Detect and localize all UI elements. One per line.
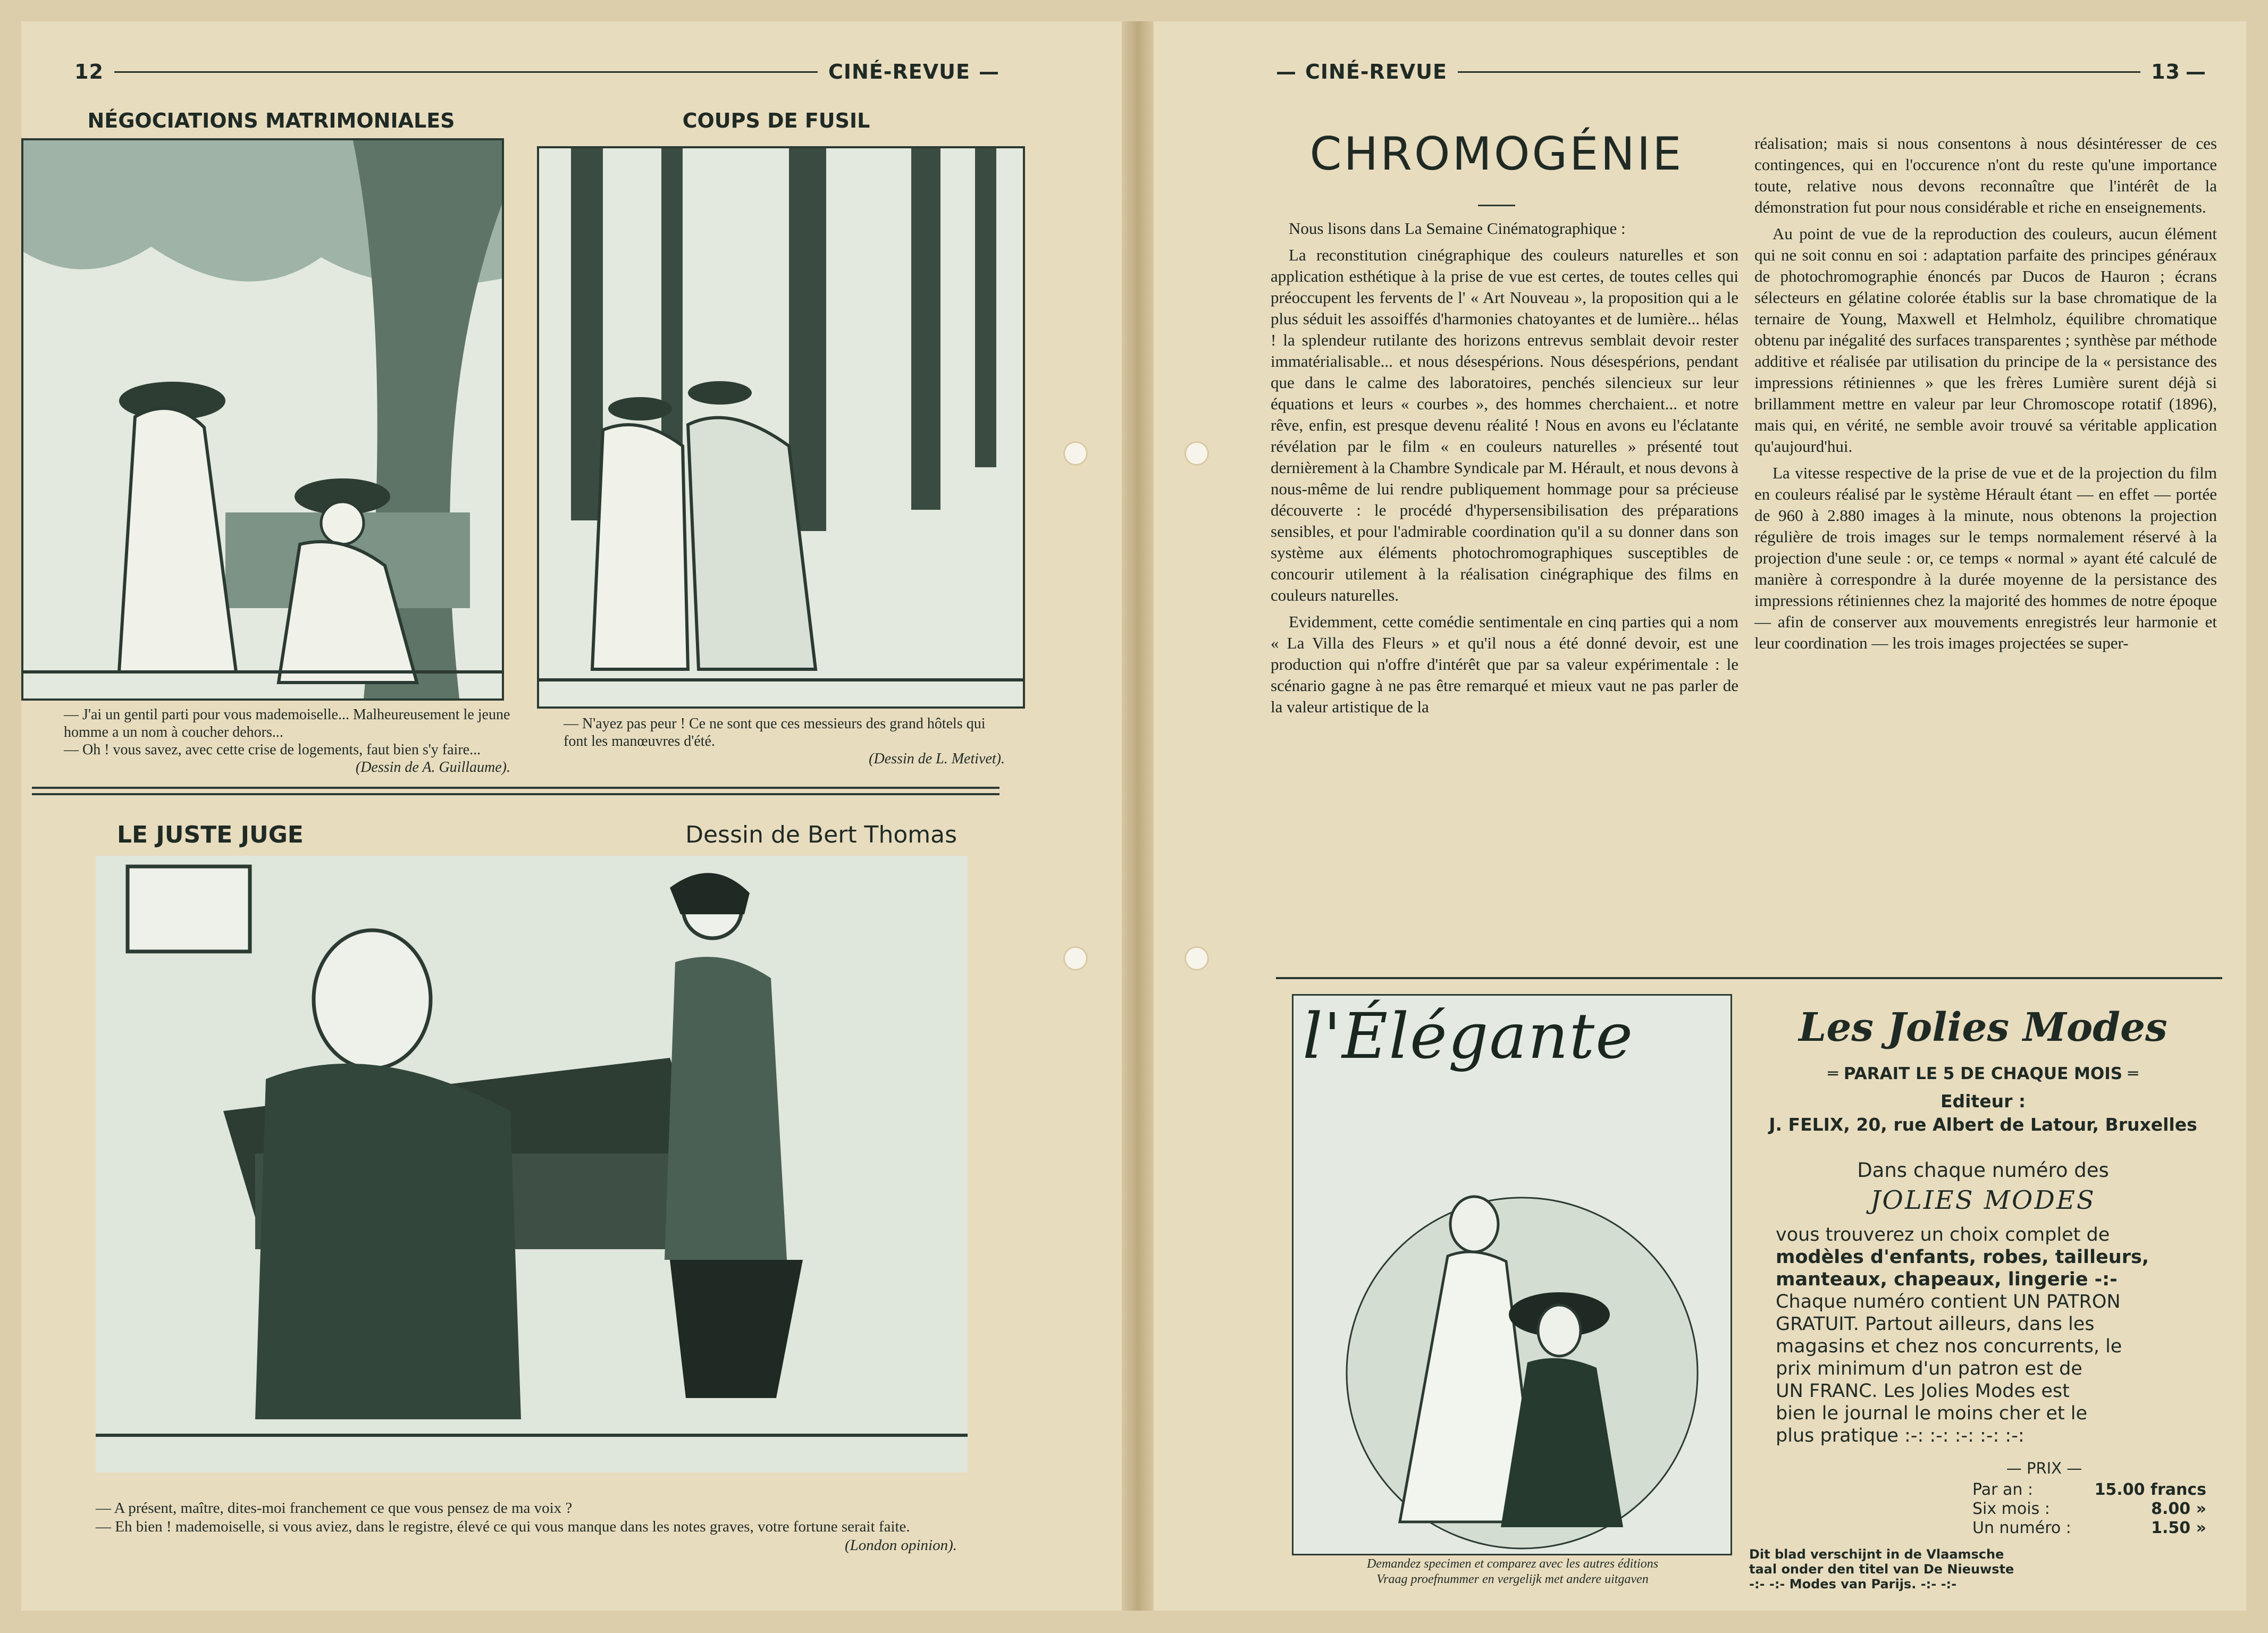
elegante-footer-line: Demandez specimen et comparez avec les autres éditions	[1366, 1557, 1659, 1571]
article-paragraph: Nous lisons dans La Semaine Cinématographique :	[1289, 219, 1626, 238]
article-paragraph: Evidemment, cette comédie sentimentale en cinq parties qui a nom « La Villa des Fleurs » et qu'il nous a été donné devoir, est une production qui n'offre d'intérêt que par sa valeur expérimentale : le scénario gagne à ne pas être remarqué et mieux vaut ne pas parler de la valeur artistique de la	[1271, 612, 1738, 716]
body-line: UN FRANC. Les Jolies Modes est	[1776, 1381, 2070, 1402]
punch-hole	[1185, 946, 1209, 971]
caption-line: — Eh bien ! mademoiselle, si vous aviez, dans le registre, élevé ce qui vous manque dans les notes graves, votre fortune serait faite.	[96, 1518, 910, 1535]
article-paragraph: Au point de vue de la reproduction des couleurs, aucun élément qui ne soit connu en soi : adaptation parfaite des principes généraux de photochromographie énoncés par Ducos de Hauron ; écrans sélecteurs en gélatine colorée établis sur la base chromatique de la ternaire de Young, Maxwell et Helmholz, équilibre chromatique obtenu par inégalité des surfaces transparentes ; synthèse par méthode additive et réalisée par utilisation du principe de la « persistance des impressions rétiniennes » que les frères Lumière surent déjà si brillamment mettre en valeur par leur Chromoscope rotatif (1896), mais qui, en vérité, ne semble avoir trouvé sa véritable application qu'aujourd'hui.	[1754, 224, 2217, 456]
cartoon-title: COUPS DE FUSIL	[682, 109, 870, 132]
cartoon-caption	[564, 715, 1005, 768]
cartoon-credit: (Dessin de L. Metivet).	[869, 751, 1005, 767]
right-page-header: — CINÉ-REVUE 13 —	[1276, 60, 2206, 83]
magazine-name: CINÉ-REVUE	[1305, 60, 1448, 83]
magazine-name: CINÉ-REVUE	[828, 60, 970, 83]
prix-heading: PRIX	[2026, 1459, 2062, 1477]
price-row-label: Par an :	[1972, 1480, 2034, 1499]
punch-hole	[1185, 441, 1209, 466]
jolies-modes-advertisement	[1749, 1005, 2217, 1600]
body-line: Chaque numéro contient UN PATRON	[1776, 1291, 2121, 1312]
cartoon-title: LE JUSTE JUGE	[117, 821, 304, 848]
price-row	[1972, 1480, 2206, 1500]
jolies-modes-name: JOLIES MODES	[1870, 1185, 2096, 1215]
cartoon-illustration-juste-juge	[96, 856, 968, 1472]
jolies-modes-editor-label: Editeur :	[1940, 1091, 2026, 1112]
header-rule	[1458, 71, 2140, 73]
body-line: bien le journal le moins cher et le	[1776, 1403, 2088, 1424]
cartoon-credit: (London opinion).	[844, 1537, 957, 1554]
footer-line: -:- -:- Modes van Parijs. -:- -:-	[1749, 1577, 1957, 1592]
jolies-modes-frequency: ═ PARAIT LE 5 DE CHAQUE MOIS ═	[1828, 1064, 2138, 1083]
punch-hole	[1063, 441, 1088, 466]
elegante-logo: l'Élégante	[1303, 999, 1634, 1073]
cartoon-illustration-matrimoniales	[21, 138, 504, 701]
price-row-value: 8.00 »	[2151, 1500, 2206, 1518]
body-line: manteaux, chapeaux, lingerie -:-	[1776, 1269, 2118, 1290]
caption-line: — N'ayez pas peur ! Ce ne sont que ces messieurs des grand hôtels qui font les manœuvres d'été.	[564, 716, 986, 750]
page-number: 12	[74, 60, 104, 83]
left-page-header: 12 CINÉ-REVUE —	[74, 60, 999, 83]
page-gutter	[1122, 21, 1154, 1611]
section-divider	[1276, 977, 2222, 979]
cartoon-subtitle: Dessin de Bert Thomas	[685, 821, 957, 848]
header-rule	[114, 71, 818, 73]
article-column-2	[1754, 133, 2217, 659]
article-paragraph: réalisation; mais si nous consentons à nous désintéresser de ces contingences, qui en l'occurence n'ont du reste qu'une importance toute, relative nous devons reconnaître que l'intérêt de la démonstration fut pour nous considérable et riche en enseignements.	[1754, 134, 2217, 216]
elegante-footer	[1292, 1556, 1733, 1587]
caption-line: — A présent, maître, dites-moi franchement ce que vous pensez de ma voix ?	[96, 1500, 573, 1517]
elegante-illustration	[1292, 994, 1732, 1555]
article-paragraph: La vitesse respective de la prise de vue et de la projection du film en couleurs réalisé par le système Hérault étant — en effet — portée de 960 à 2.880 images à la minute, nous obtenons la projection régulière de trois images sur le temps normalement réservé à la projection d'une seule : or, ce temps « normal » ayant été calculé de manière à correspondre à la durée moyenne de la persistance des impressions rétiniennes chez la majorité des hommes de notre époque — afin de conserver aux mouvements enregistrés leur harmonie et leur coordination — les trois images projectées se super-	[1754, 464, 2217, 652]
price-row-value: 1.50 »	[2151, 1519, 2206, 1537]
price-row-label: Un numéro :	[1972, 1519, 2071, 1537]
body-line: prix minimum d'un patron est de	[1776, 1358, 2082, 1379]
article-title: CHROMOGÉNIE	[1309, 128, 1684, 181]
price-label: — PRIX —	[2006, 1459, 2082, 1477]
title-rule	[1478, 205, 1515, 206]
article-column-1	[1271, 218, 1738, 723]
jolies-modes-intro: Dans chaque numéro des	[1857, 1159, 2109, 1182]
body-line: magasins et chez nos concurrents, le	[1776, 1336, 2122, 1357]
elegante-footer-line: Vraag proefnummer en vergelijk met andere uitgaven	[1376, 1572, 1649, 1586]
section-divider	[32, 787, 999, 789]
punch-hole	[1063, 946, 1088, 971]
page-number: 13	[2151, 60, 2180, 83]
jolies-modes-title: Les Jolies Modes	[1799, 1005, 2168, 1050]
body-line: vous trouverez un choix complet de	[1776, 1224, 2110, 1245]
price-row-label: Six mois :	[1972, 1500, 2050, 1518]
section-divider	[32, 793, 999, 795]
cartoon-credit: (Dessin de A. Guillaume).	[355, 759, 510, 776]
elegante-advertisement	[1292, 994, 1733, 1595]
article-paragraph: La reconstitution cinégraphique des couleurs naturelles et son application esthétique à la prise de vue est certes, de toutes celles qui préoccupent les fervents de l' « Art Nouveau », la proposition qui a le plus séduit les assoiffés d'harmonies chatoyantes et de lumière... hélas ! la splendeur rutilante des horizons entrevus semblait devoir rester immatérialisable... et nous désespérions. Nous désespérions, pendant que dans le calme des laboratoires, penchés silencieux sur leur équations et leurs « courbes », des hommes cherchaient... et notre rêve, enfin, est presque devenu réalité ! Nous en avons eu l'éclatante révélation par le film « en couleurs naturelles » présenté tout dernièrement à la Chambre Syndicale par M. Hérault, et nous devons à nous-même de lui rendre publiquement hommage pour sa précieuse découverte : le procédé d'hypersensibilisation des préparations sensibles, et pour l'admirable coordination qu'il a su donner dans son système aux éléments photochromographiques susceptibles de concourir utilement à la réalisation cinégraphique des films en couleurs naturelles.	[1271, 246, 1738, 604]
footer-line: Dit blad verschijnt in de Vlaamsche	[1749, 1547, 2004, 1562]
jolies-modes-body	[1776, 1224, 2217, 1447]
jolies-modes-editor-address: J. FELIX, 20, rue Albert de Latour, Bruxelles	[1769, 1114, 2197, 1135]
caption-line: — Oh ! vous savez, avec cette crise de logements, faut bien s'y faire...	[64, 742, 481, 758]
cartoon-title: NÉGOCIATIONS MATRIMONIALES	[87, 109, 455, 132]
price-row	[1972, 1500, 2206, 1519]
body-line: modèles d'enfants, robes, tailleurs,	[1776, 1247, 2149, 1268]
jolies-modes-parait: PARAIT LE 5 DE CHAQUE MOIS	[1843, 1064, 2123, 1083]
cartoon-illustration-coups-de-fusil	[537, 146, 1025, 709]
body-line: GRATUIT. Partout ailleurs, dans les	[1776, 1314, 2095, 1335]
cartoon-caption	[96, 1499, 957, 1555]
price-row-value: 15.00 francs	[2094, 1480, 2206, 1499]
price-table	[1972, 1480, 2206, 1538]
footer-line: taal onder den titel van De Nieuwste	[1749, 1562, 2014, 1577]
cartoon-caption	[64, 706, 510, 776]
jolies-modes-footer	[1749, 1547, 2026, 1592]
price-row	[1972, 1519, 2206, 1538]
caption-line: — J'ai un gentil parti pour vous mademoiselle... Malheureusement le jeune homme a un nom à coucher dehors...	[64, 706, 510, 740]
body-line: plus pratique :-: :-: :-: :-: :-:	[1776, 1425, 2025, 1446]
